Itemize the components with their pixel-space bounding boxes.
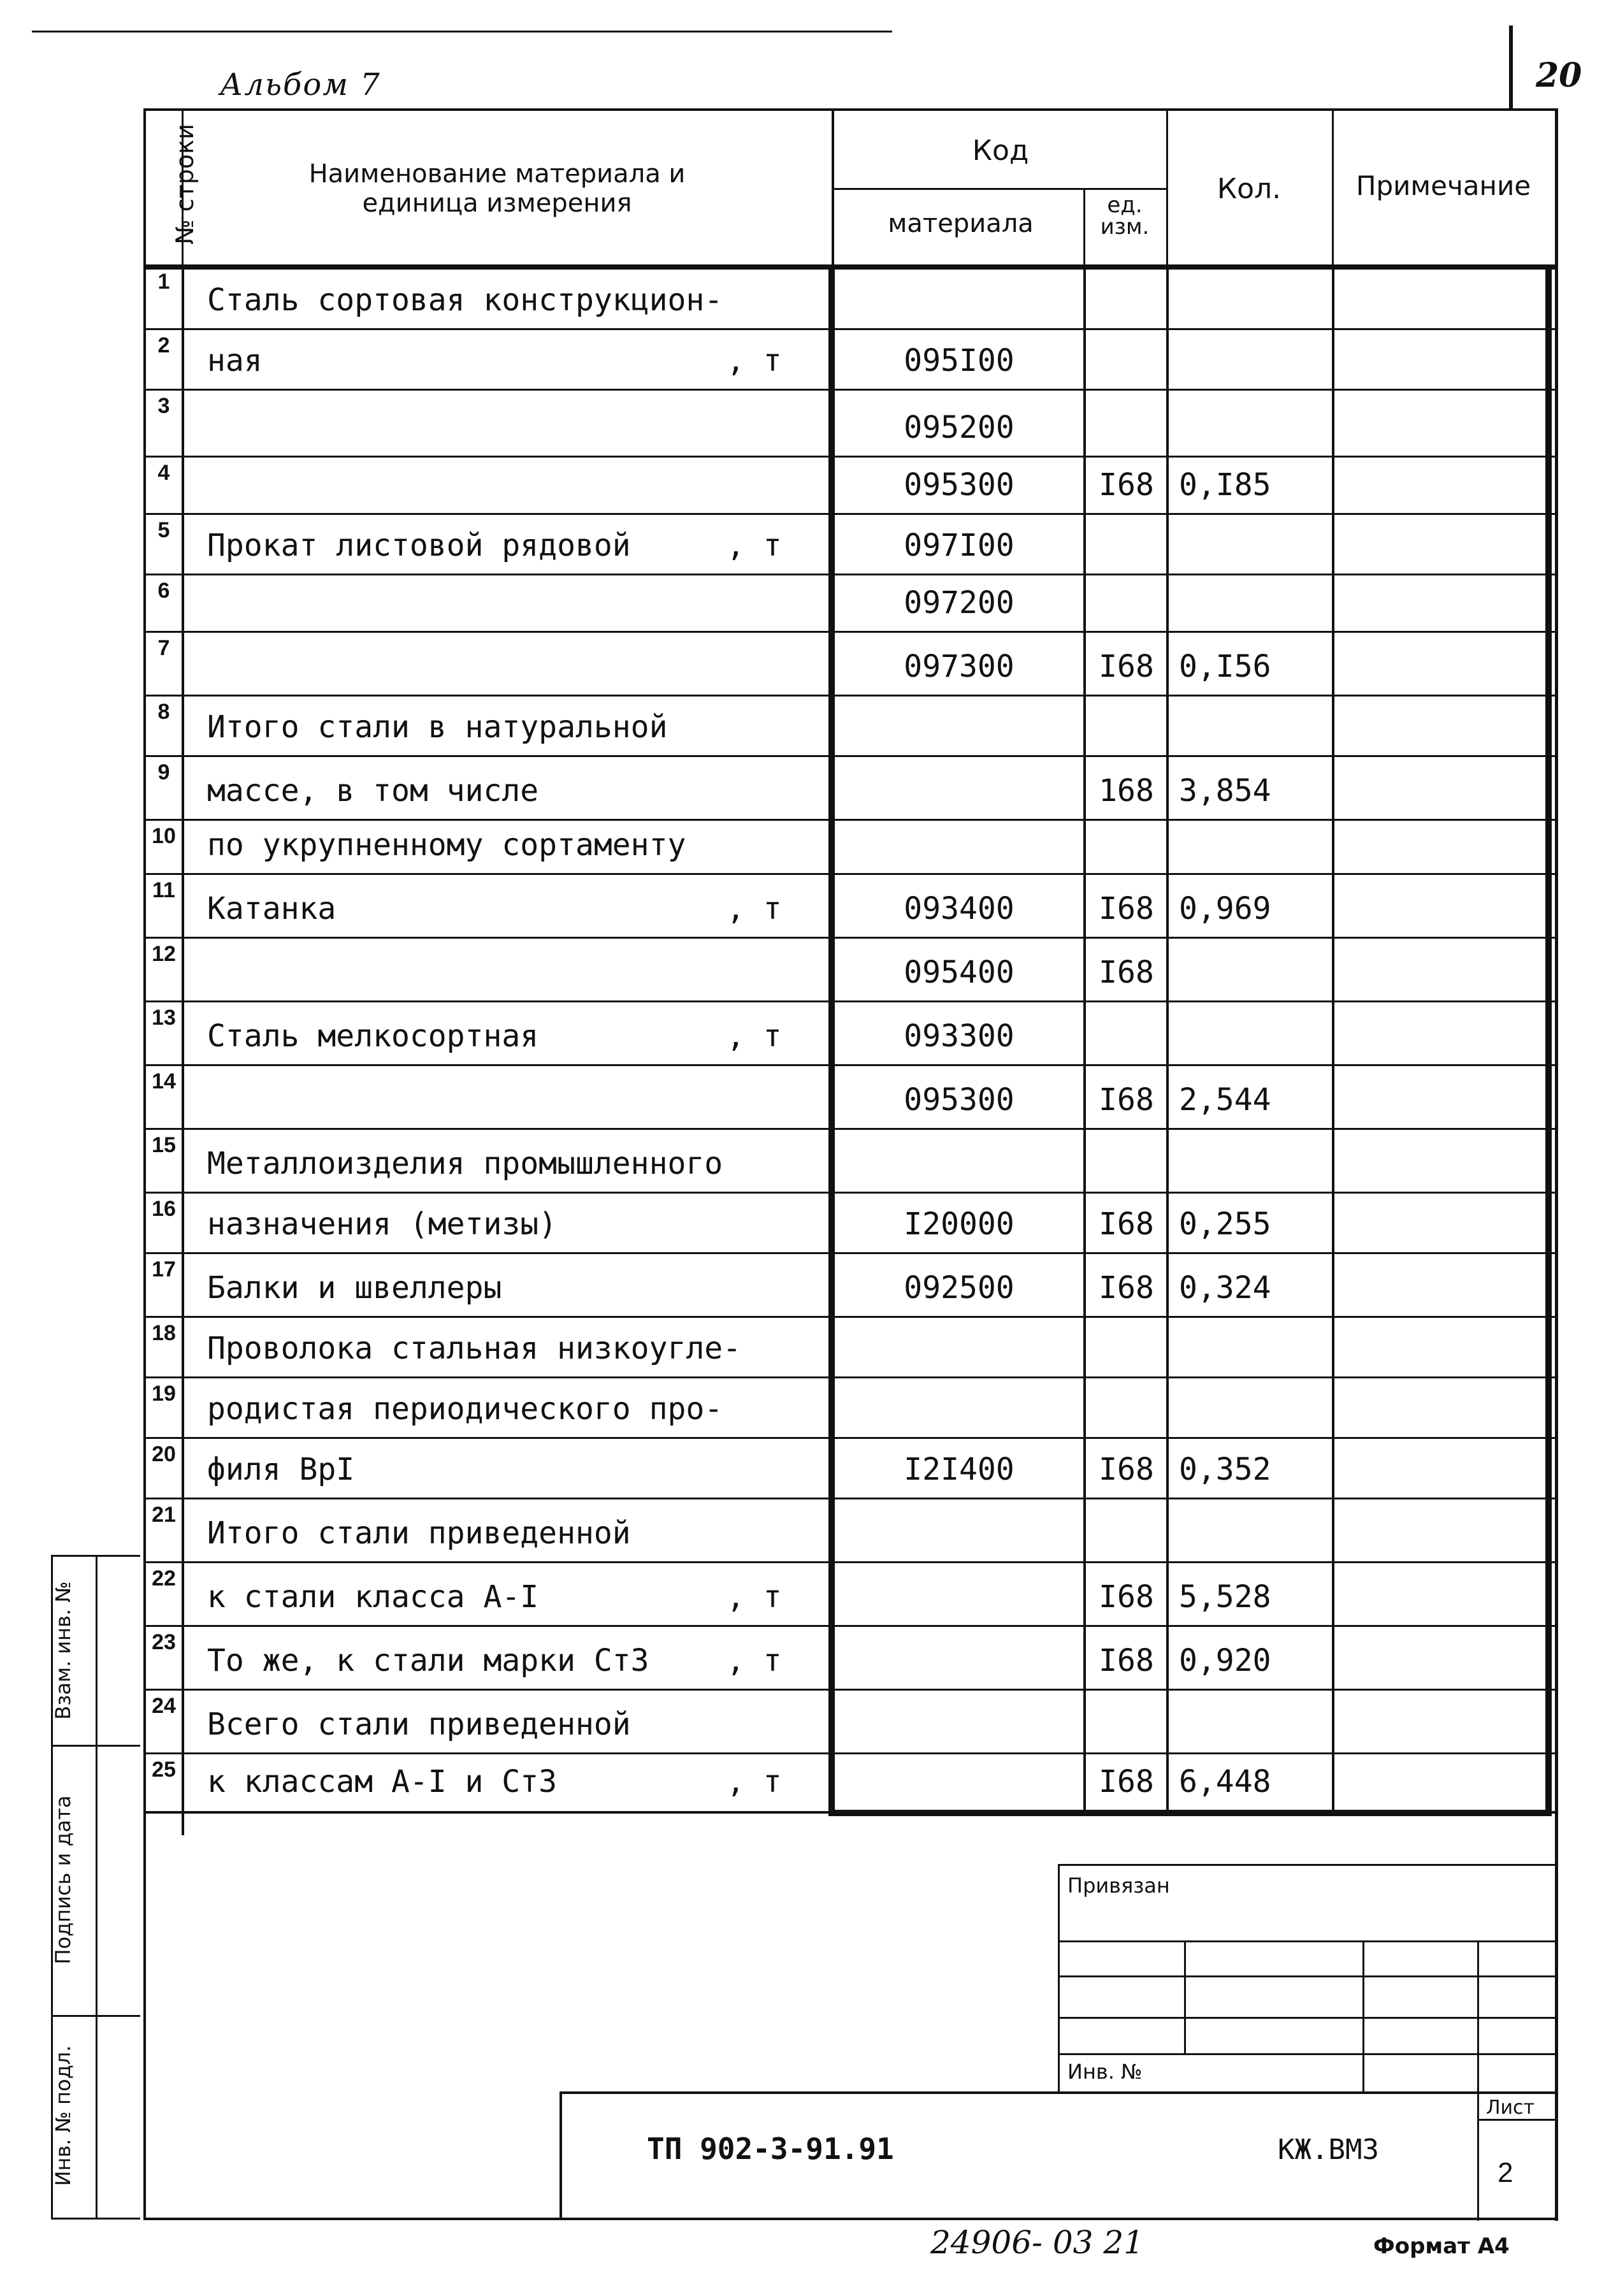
row-line [143,755,1555,757]
row-line [143,695,1555,697]
material-name: Катанка [207,891,336,927]
col-line [182,1810,184,1835]
side-stamp-border [96,1555,98,2218]
header-code: Код [972,134,1029,167]
material-code: 095400 [904,955,1015,990]
quantity: 5,528 [1179,1579,1271,1615]
tb-line [1058,1940,1555,1942]
tb-inv-no: Инв. № [1067,2060,1143,2084]
row-line [143,631,1555,633]
header-code-divider [832,188,1166,190]
row-number: 7 [157,636,170,660]
material-name: Балки и швеллеры [207,1270,502,1306]
unit-symbol: , т [726,1018,782,1054]
unit-code: I68 [1099,1764,1154,1800]
row-number: 1 [157,270,170,294]
row-number: 14 [152,1069,176,1094]
header-bottom-rule [143,264,1555,270]
header-material: материала [888,209,1034,238]
row-line [143,1252,1555,1254]
album-label: Альбом 7 [220,67,381,103]
material-name: ная [207,343,263,379]
table-border [1555,108,1558,2221]
quantity: 6,448 [1179,1764,1271,1800]
row-number: 9 [157,760,170,784]
header-note: Примечание [1355,170,1531,201]
quantity: 3,854 [1179,773,1271,809]
tb-line [1477,2119,1555,2121]
unit-code: I68 [1099,1270,1154,1306]
tb-sheet-no: 2 [1498,2157,1513,2188]
header-name: Наименование материала и единица измерения [308,159,686,218]
row-line [143,1498,1555,1499]
material-code: 093300 [904,1018,1015,1054]
unit-symbol: , т [726,1764,782,1800]
page-number: 20 [1536,56,1582,95]
unit-code: I68 [1099,1452,1154,1487]
material-name: То же, к стали марки Ст3 [207,1643,649,1679]
row-line [143,819,1555,821]
material-name: Прокат листовой рядовой [207,528,631,563]
tb-line [1058,1975,1555,1977]
row-line [143,937,1555,939]
top-rule [32,31,892,32]
side-stamp-podpis: Подпись и дата [51,1795,75,1965]
material-code: 092500 [904,1270,1015,1306]
bottom-note: 24906- 03 21 [930,2224,1144,2261]
side-stamp-vzam: Взам. инв. № [51,1581,75,1720]
col-line [1083,264,1086,1810]
material-name: Сталь мелкосортная [207,1018,539,1054]
unit-code: I68 [1099,891,1154,927]
unit-code: I68 [1099,467,1154,503]
unit-code: I68 [1099,1643,1154,1679]
tb-line [1184,1940,1186,2054]
material-code: 097300 [904,649,1015,684]
material-name: массе, в том числе [207,773,539,809]
quantity: 0,255 [1179,1206,1271,1242]
quantity: 0,920 [1179,1643,1271,1679]
table-border [143,108,146,2218]
row-number: 21 [152,1503,176,1527]
material-code: 097200 [904,585,1015,621]
unit-symbol: , т [726,891,782,927]
material-name: родистая периодического про- [207,1391,723,1427]
unit-code: I68 [1099,955,1154,990]
unit-code: 168 [1099,773,1154,809]
row-number: 16 [152,1197,176,1221]
row-number: 18 [152,1321,176,1345]
row-number: 10 [152,824,176,848]
material-name: филя ВрI [207,1452,355,1487]
unit-code: I68 [1099,1579,1154,1615]
row-number: 19 [152,1382,176,1406]
side-stamp-divider [51,2218,140,2220]
header-qty: Кол. [1217,173,1282,205]
material-name: Проволока стальная низкоугле- [207,1331,742,1366]
row-line [143,1752,1555,1754]
tb-line [1477,1940,1479,2221]
unit-symbol: , т [726,1643,782,1679]
quantity: 0,324 [1179,1270,1271,1306]
tb-line [1058,2053,1555,2055]
quantity: 0,I85 [1179,467,1271,503]
col-line [1332,264,1334,1810]
row-line [143,1000,1555,1002]
format-label: Формат A4 [1373,2234,1510,2259]
page-corner-mark [1509,25,1513,108]
table-bottom-rule [143,1811,1555,1814]
col-line-bold [828,264,835,1816]
row-line [143,1316,1555,1318]
header-unit: ед. изм. [1100,192,1150,240]
row-line [143,1192,1555,1194]
material-name: Всего стали приведенной [207,1707,631,1742]
row-number: 5 [157,518,170,542]
row-number: 25 [152,1758,176,1782]
row-number: 15 [152,1133,176,1157]
material-name: назначения (метизы) [207,1206,558,1242]
row-line [143,328,1555,330]
row-line [143,873,1555,875]
col-line [832,108,834,264]
tb-line [1362,1940,1364,2093]
unit-code: I68 [1099,1082,1154,1118]
material-name: к классам А-I и Ст3 [207,1764,558,1800]
row-number: 2 [157,333,170,357]
row-number: 23 [152,1630,176,1654]
material-code: 095200 [904,410,1015,445]
header-row-number: № строки [171,124,199,245]
row-line [143,1625,1555,1627]
row-number: 13 [152,1006,176,1030]
tb-sheet-label: Лист [1486,2097,1535,2119]
row-number: 6 [157,579,170,603]
quantity: 0,352 [1179,1452,1271,1487]
row-number: 22 [152,1566,176,1591]
material-code: 097I00 [904,528,1015,563]
material-code: 093400 [904,891,1015,927]
unit-code: I68 [1099,649,1154,684]
material-name: Сталь сортовая конструкцион- [207,282,723,318]
material-code: I20000 [904,1206,1015,1242]
tb-line [1058,2017,1555,2019]
row-number: 8 [157,700,170,724]
row-line [143,574,1555,575]
tb-line [1058,1864,1555,1866]
tb-line [1058,1864,1060,2093]
row-number: 24 [152,1694,176,1718]
tb-line [560,2091,562,2219]
tb-privyazan: Привязан [1067,1874,1170,1898]
unit-symbol: , т [726,343,782,379]
tb-mark: КЖ.ВМЗ [1278,2134,1379,2166]
row-line [143,1064,1555,1066]
material-name: Металлоизделия промышленного [207,1146,723,1181]
material-name: Итого стали приведенной [207,1515,631,1551]
row-number: 20 [152,1442,176,1466]
row-line [143,456,1555,458]
unit-symbol: , т [726,1579,782,1615]
quantity: 2,544 [1179,1082,1271,1118]
material-name: Итого стали в натуральной [207,709,668,745]
tb-line [560,2091,1555,2094]
unit-symbol: , т [726,528,782,563]
quantity: 0,969 [1179,891,1271,927]
row-line [143,1128,1555,1130]
row-line [143,389,1555,391]
quantity: 0,I56 [1179,649,1271,684]
tb-doc-code: ТП 902-3-91.91 [647,2132,894,2166]
row-line [143,1376,1555,1378]
col-line-bold [1545,264,1552,1816]
side-stamp-inv-podl: Инв. № подл. [51,2045,75,2186]
row-number: 3 [157,394,170,418]
table-border [143,2218,1555,2220]
row-number: 17 [152,1257,176,1282]
row-number: 4 [157,461,170,485]
unit-code: I68 [1099,1206,1154,1242]
material-code: 095300 [904,467,1015,503]
table-border [143,108,1555,111]
row-number: 11 [152,878,175,902]
row-line [143,1561,1555,1563]
row-line [143,513,1555,515]
row-line [143,1689,1555,1691]
material-name: по укрупненному сортаменту [207,827,686,863]
material-code: 095300 [904,1082,1015,1118]
row-line [143,1437,1555,1439]
col-line [1166,264,1169,1810]
row-number: 12 [152,942,176,966]
material-code: 095I00 [904,343,1015,379]
material-name: к стали класса А-I [207,1579,539,1615]
material-code: I2I400 [904,1452,1015,1487]
